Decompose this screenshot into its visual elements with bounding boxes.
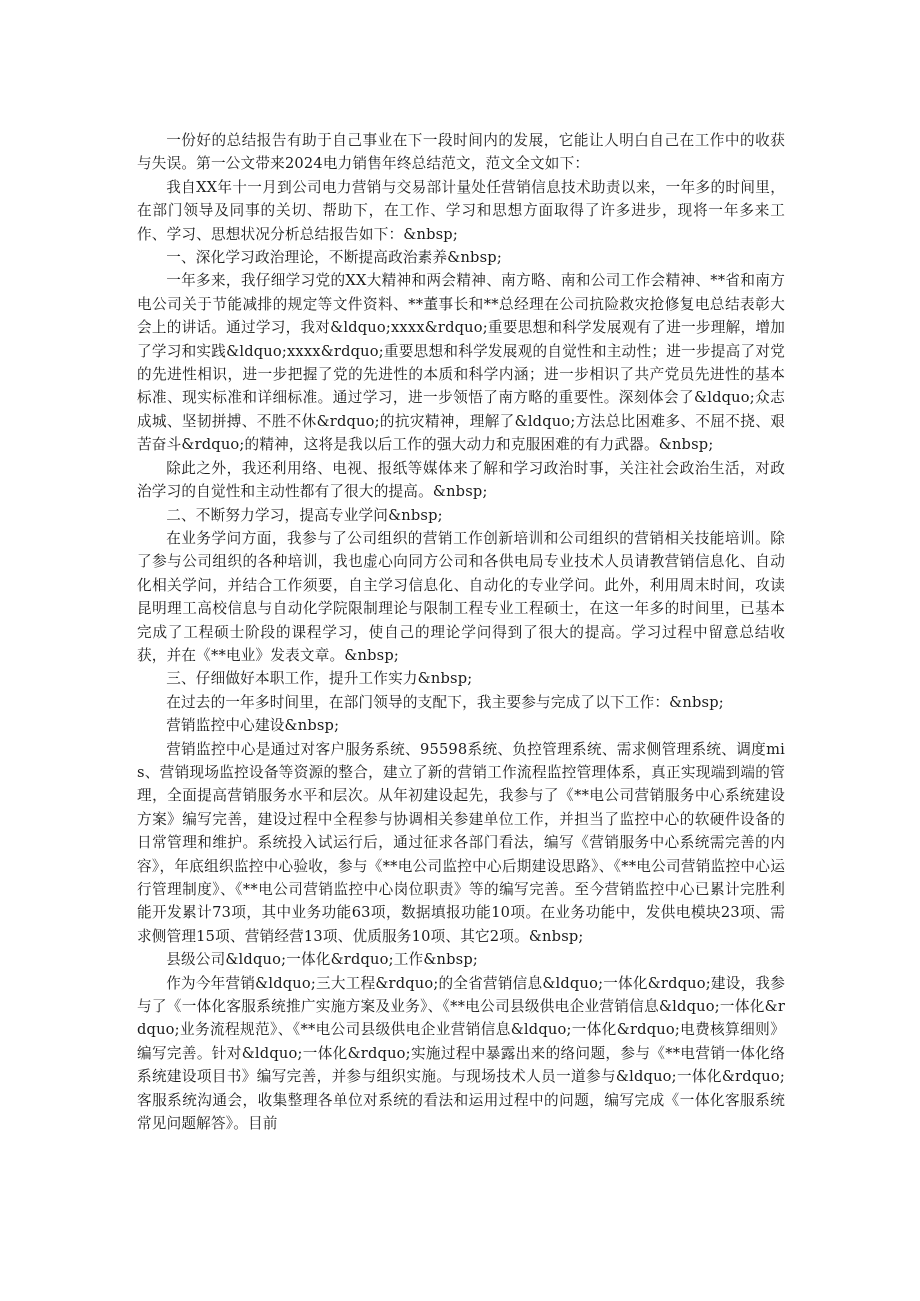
section-heading-professional: 二、不断努力学习，提高专业学问&nbsp; bbox=[166, 506, 443, 524]
document-page bbox=[137, 129, 785, 1135]
paragraph-intro: 一份好的总结报告有助于自己事业在下一段时间内的发展，它能让人明白自己在工作中的收获与失误。第一公文带来2024电力销售年终总结范文，范文全文如下： bbox=[137, 132, 785, 173]
section-heading-politics: 一、深化学习政治理论，不断提高政治素养&nbsp; bbox=[166, 249, 502, 267]
paragraph-monitoring-center: 营销监控中心是通过对客户服务系统、95598系统、负控管理系统、需求侧管理系统、调度mis、营销现场监控设备等资源的整合，建立了新的营销工作流程监控管理体系，真正实现端到端的管理，全面提高营销服务水平和层次。从年初建设起先，我参与了《**电公司营销服务中心系统建设方案》编写完善，建设过程中全程参与协调相关参建单位工作，并担当了监控中心的软硬件设备的日常管理和维护。系统投入试运行后，通过征求各部门看法，编写《营销服务中心系统需完善的内容》，年底组织监控中心验收，参与《**电公司监控中心后期建设思路》、《**电公司营销监控中心运行管理制度》、《**电公司营销监控中心岗位职责》等的编写完善。至今营销监控中心已累计完胜利能开发累计73项，其中业务功能63项，数据填报功能10项。在业务功能中，发供电模块23项、需求侧管理15项、营销经营13项、优质服务10项、其它2项。&nbsp; bbox=[137, 740, 785, 945]
section-heading-work: 三、仔细做好本职工作，提升工作实力&nbsp; bbox=[166, 670, 473, 688]
paragraph-professional-study: 在业务学问方面，我参与了公司组织的营销工作创新培训和公司组织的营销相关技能培训。除了参与公司组织的各种培训，我也虚心向同方公司和各供电局专业技术人员请教营销信息化、自动化相关学问，并结合工作须要，自主学习信息化、自动化的专业学问。此外，利用周末时间，攻读昆明理工高校信息与自动化学院限制理论与限制工程专业工程硕士，在这一年多的时间里，已基本完成了工程硕士阶段的课程学习，使自己的理论学问得到了很大的提高。学习过程中留意总结收获，并在《**电业》发表文章。&nbsp; bbox=[137, 529, 785, 664]
paragraph-integration: 作为今年营销&ldquo;三大工程&rdquo;的全省营销信息&ldquo;一体化&rdquo;建设，我参与了《一体化客服系统推广实施方案及业务》、《**电公司县级供电企业营销信息&ldquo;一体化&rdquo;业务流程规范》、《**电公司县级供电企业营销信息&ldquo;一体化&rdquo;电费核算细则》编写完善。针对&ldquo;一体化&rdquo;实施过程中暴露出来的络问题，参与《**电营销一体化络系统建设项目书》编写完善，并参与组织实施。与现场技术人员一道参与&ldquo;一体化&rdquo;客服系统沟通会，收集整理各单位对系统的看法和运用过程中的问题，编写完成《一体化客服系统常见问题解答》。目前 bbox=[137, 974, 785, 1133]
paragraph-work-intro: 在过去的一年多时间里，在部门领导的支配下，我主要参与完成了以下工作：&nbsp; bbox=[166, 693, 724, 711]
subheading-monitoring-center: 营销监控中心建设&nbsp; bbox=[166, 717, 340, 735]
paragraph-media-study: 除此之外，我还利用络、电视、报纸等媒体来了解和学习政治时事，关注社会政治生活，对政治学习的自觉性和主动性都有了很大的提高。&nbsp; bbox=[137, 459, 785, 501]
subheading-integration: 县级公司&ldquo;一体化&rdquo;工作&nbsp; bbox=[166, 951, 479, 969]
paragraph-opening: 我自XX年十一月到公司电力营销与交易部计量处任营销信息技术助责以来，一年多的时间里，在部门领导及同事的关切、帮助下，在工作、学习和思想方面取得了许多进步，现将一年多来工作、学习、思想状况分析总结报告如下：&nbsp; bbox=[137, 178, 785, 243]
paragraph-politics-study: 一年多来，我仔细学习党的XX大精神和两会精神、南方略、南和公司工作会精神、**省和南方电公司关于节能减排的规定等文件资料、**董事长和**总经理在公司抗险救灾抢修复电总结表彰大会上的讲话。通过学习，我对&ldquo;xxxx&rdquo;重要思想和科学发展观有了进一步理解，增加了学习和实践&ldquo;xxxx&rdquo;重要思想和科学发展观的自觉性和主动性；进一步提高了对党的先进性相识，进一步把握了党的先进性的本质和科学内涵；进一步相识了共产党员先进性的基本标准、现实标准和详细标准。通过学习，进一步领悟了南方略的重要性。深刻体会了&ldquo;众志成城、坚韧拼搏、不胜不休&rdquo;的抗灾精神，理解了&ldquo;方法总比困难多、不屈不挠、艰苦奋斗&rdquo;的精神，这将是我以后工作的强大动力和克服困难的有力武器。&nbsp; bbox=[137, 272, 785, 454]
